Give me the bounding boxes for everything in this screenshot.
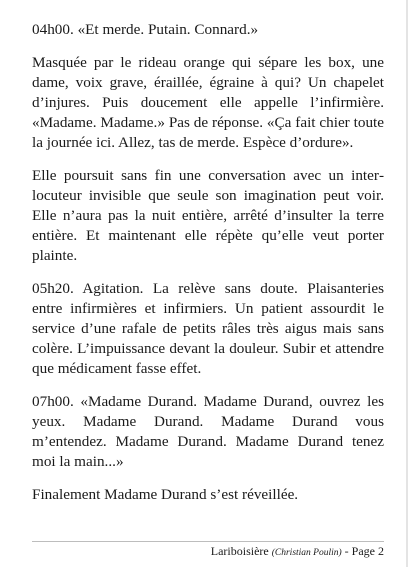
footer-author: (Christian Poulin) bbox=[271, 548, 342, 558]
footer-page-number: - Page 2 bbox=[344, 544, 384, 558]
paragraph-1: 04h00. «Et merde. Putain. Connard.» bbox=[32, 21, 259, 38]
footer-title: Lariboisière bbox=[210, 544, 269, 558]
page-footer bbox=[211, 543, 384, 561]
footer-rule bbox=[32, 541, 384, 542]
paragraph-3: Elle poursuit sans fin une conversation avec un interlocuteur invisible que seule son imagination peut voir. Elle n’aura pas la nuit entière, arrêté d’insulter la terre entière. Et maintenant elle répète qu’elle veut porter plainte. bbox=[32, 167, 384, 264]
paragraph-6: Finalement Madame Durand s’est réveillée. bbox=[32, 486, 299, 503]
body-text bbox=[32, 20, 384, 518]
paragraph-4: 05h20. Agitation. La relève sans doute. Plaisanteries entre infirmières et infirmiers. Un patient assourdit le service d’une rafale de petits râles très aigus mais sans colère. L’impuissance devant la douleur. Subir et attendre que médicament fasse effet. bbox=[32, 280, 384, 377]
paragraph-2: Masquée par le rideau orange qui sépare les box, une dame, voix grave, éraillée, égraine à qui? Un chapelet d’injures. Puis doucement elle appelle l’infirmière. «Madame. Madame.» Pas de réponse. «Ça fait chier toute la journée ici. Allez, tas de merde. Espèce d’ordure». bbox=[32, 54, 384, 151]
paragraph-5: 07h00. «Madame Durand. Madame Durand, ouvrez les yeux. Madame Durand. Madame Durand vous m’entendez. Madame Durand. Madame Durand tenez moi la main...» bbox=[32, 393, 384, 470]
